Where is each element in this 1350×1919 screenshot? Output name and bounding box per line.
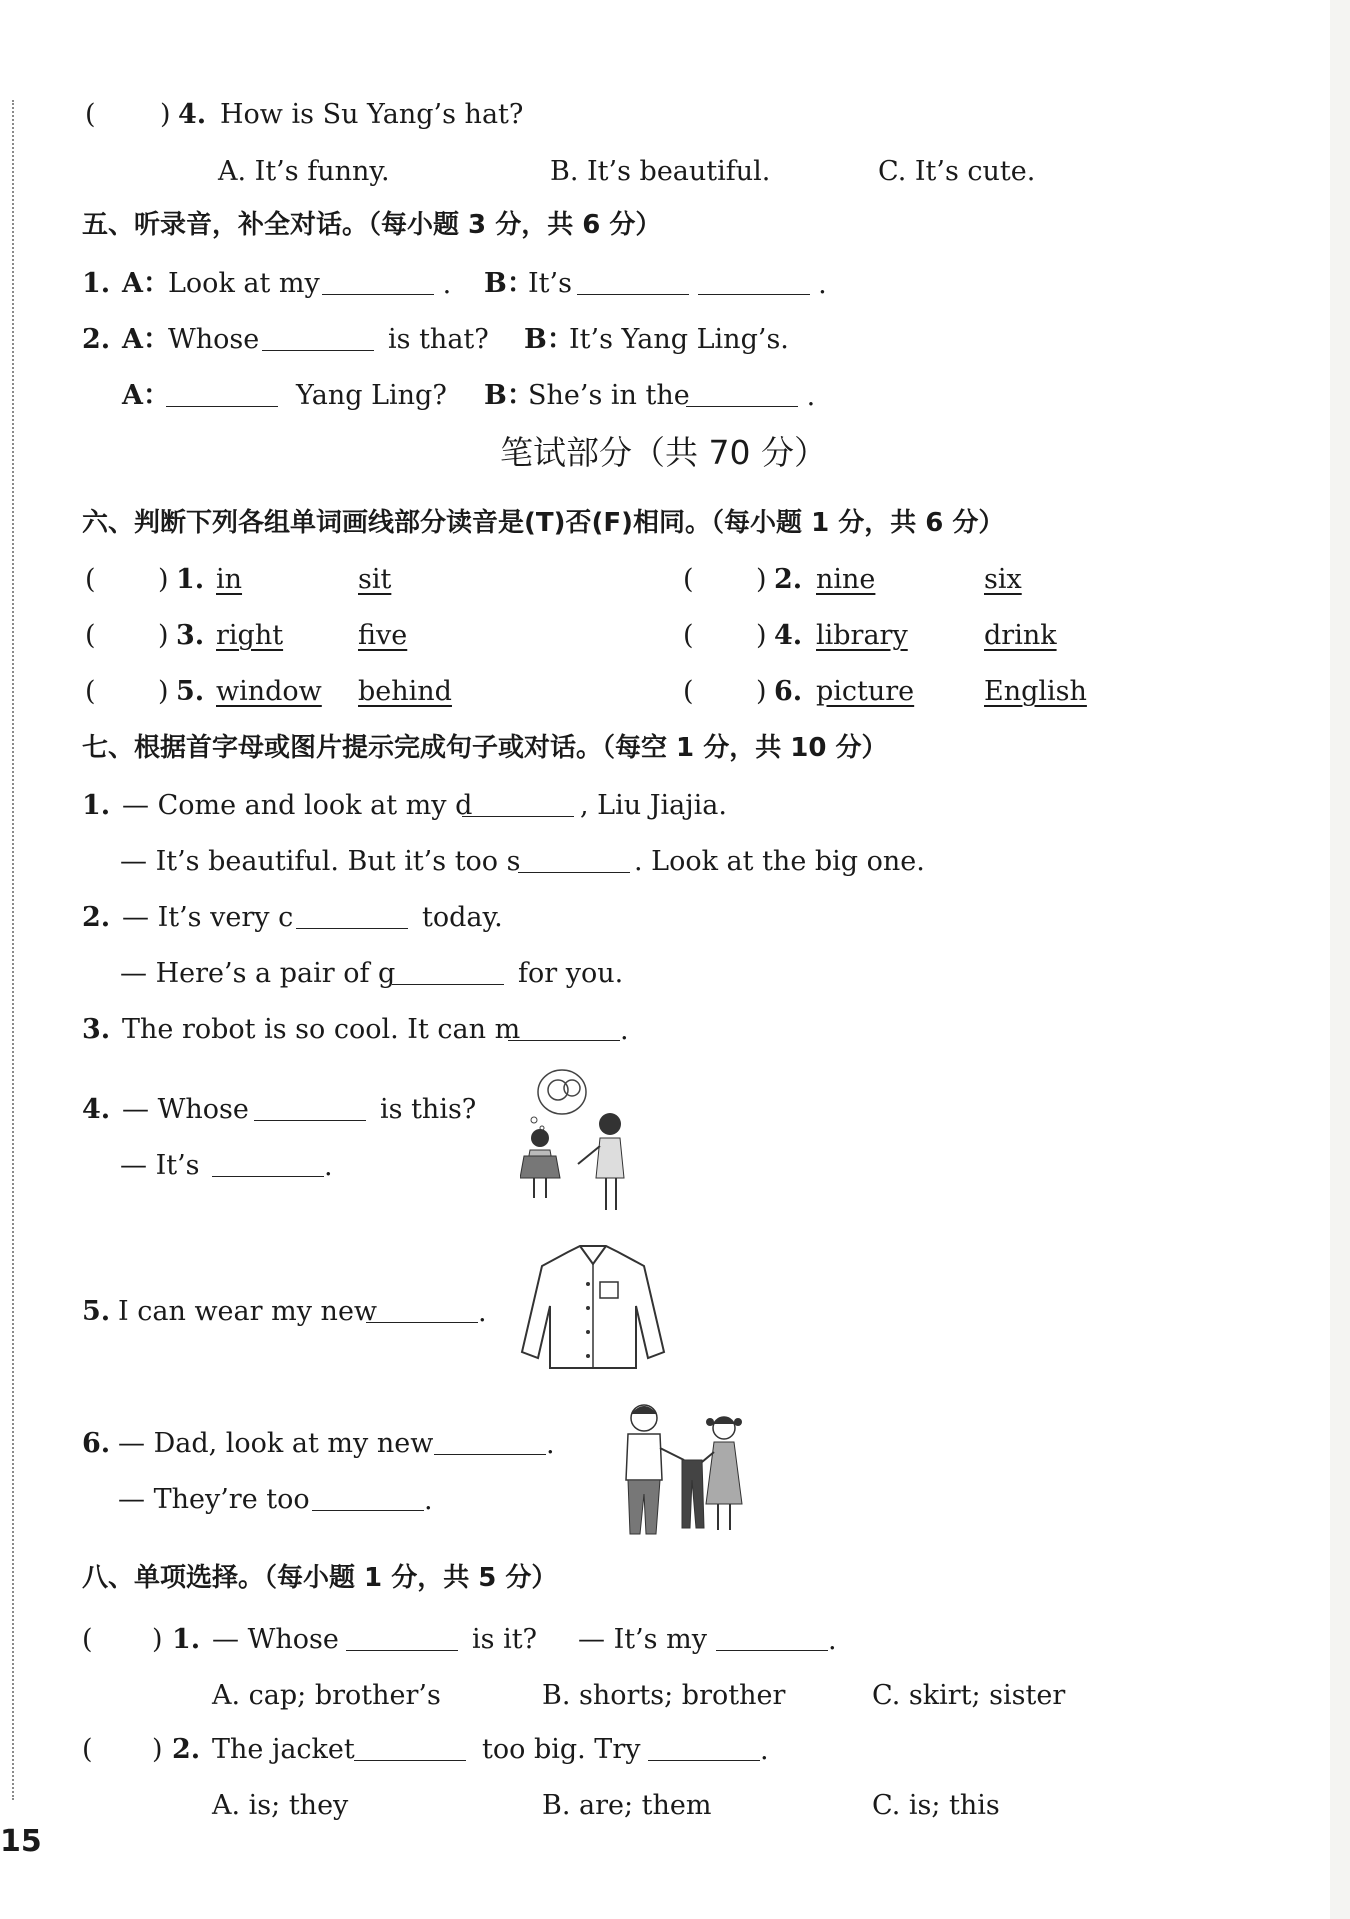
section-7-q1-b: — It’s beautiful. But it’s too s . Look at the big one.: [0, 842, 1300, 882]
option-a: A. It’s funny.: [218, 156, 390, 187]
word: drink: [984, 620, 1057, 651]
word: behind: [358, 676, 452, 707]
word: in: [216, 564, 243, 595]
section-6-row-3: ( ) 5. window behind ( ) 6. picture English: [0, 672, 1300, 712]
word: English: [984, 676, 1087, 707]
option-b: B. shorts; brother: [542, 1680, 786, 1711]
section-6-row-2: ( ) 3. right five ( ) 4. library drink: [0, 616, 1300, 656]
section-5-line-1: 1. A： Look at my . B： It’s .: [0, 264, 1300, 304]
answer-blank[interactable]: [462, 786, 574, 817]
section-7-q4-a: 4. — Whose is this?: [0, 1090, 1300, 1130]
section-8-q1-options: [0, 1676, 1300, 1716]
option-c: C. skirt; sister: [872, 1680, 1066, 1711]
answer-blank[interactable]: [322, 264, 434, 295]
section-7-q3: 3. The robot is so cool. It can m .: [0, 1010, 1300, 1050]
word: five: [358, 620, 408, 651]
father-daughter-trousers-picture: [606, 1398, 756, 1538]
page-number: 15: [0, 1824, 42, 1859]
section-8-q2-options: [0, 1786, 1300, 1826]
answer-blank[interactable]: [254, 1090, 366, 1121]
answer-blank[interactable]: [296, 898, 408, 929]
answer-blank[interactable]: [312, 1480, 424, 1511]
word: library: [816, 620, 908, 651]
answer-blank[interactable]: [518, 842, 630, 873]
section-8-title: 八、单项选择。（每小题 1 分，共 5 分）: [82, 1563, 558, 1593]
section-5-title: 五、听录音，补全对话。（每小题 3 分，共 6 分）: [82, 210, 662, 240]
section-7-q6-a: 6. — Dad, look at my new .: [0, 1424, 1300, 1464]
shirt-picture: [520, 1244, 666, 1372]
question-4-listening: ( ) 4. How is Su Yang’s hat?: [85, 99, 524, 130]
section-7-q4-b: — It’s .: [0, 1146, 1300, 1186]
option-a: A. is; they: [212, 1790, 349, 1821]
section-6-row-1: ( ) 1. in sit ( ) 2. nine six: [0, 560, 1300, 600]
section-8-q2: ( ) 2. The jacket too big. Try .: [0, 1730, 1300, 1770]
option-b: B. are; them: [542, 1790, 712, 1821]
option-a: A. cap; brother’s: [212, 1680, 441, 1711]
section-8-q1: ( ) 1. — Whose is it? — It’s my .: [0, 1620, 1300, 1660]
answer-blank[interactable]: [166, 376, 278, 407]
option-c: C. It’s cute.: [878, 156, 1036, 187]
section-7-title: 七、根据首字母或图片提示完成句子或对话。（每空 1 分，共 10 分）: [82, 733, 888, 763]
answer-blank[interactable]: [686, 376, 798, 407]
answer-blank[interactable]: [366, 1292, 478, 1323]
answer-blank[interactable]: [577, 264, 689, 295]
word: right: [216, 620, 284, 651]
answer-blank[interactable]: [354, 1730, 466, 1761]
word: nine: [816, 564, 876, 595]
answer-blank[interactable]: [648, 1730, 760, 1761]
section-6-title: 六、判断下列各组单词画线部分读音是(T)否(F)相同。（每小题 1 分，共 6 分）: [82, 508, 1005, 538]
section-5-line-3: A： Yang Ling? B： She’s in the .: [0, 376, 1300, 416]
section-7-q1-a: 1. — Come and look at my d , Liu Jiajia.: [0, 786, 1300, 826]
mother-daughter-dress-picture: [520, 1068, 640, 1218]
answer-blank[interactable]: [346, 1620, 458, 1651]
answer-blank[interactable]: [434, 1424, 546, 1455]
question-4-options: [0, 152, 1300, 192]
option-c: C. is; this: [872, 1790, 1000, 1821]
section-7-q6-b: — They’re too .: [0, 1480, 1300, 1520]
answer-blank[interactable]: [508, 1010, 620, 1041]
written-part-title: 笔试部分（共 70 分）: [500, 433, 827, 472]
answer-blank[interactable]: [212, 1146, 324, 1177]
answer-blank[interactable]: [716, 1620, 828, 1651]
section-5-line-2: 2. A： Whose is that? B： It’s Yang Ling’s.: [0, 320, 1300, 360]
word: sit: [358, 564, 392, 595]
section-7-q2-b: — Here’s a pair of g for you.: [0, 954, 1300, 994]
option-b: B. It’s beautiful.: [550, 156, 771, 187]
answer-blank[interactable]: [698, 264, 810, 295]
answer-blank[interactable]: [262, 320, 374, 351]
section-7-q5: 5. I can wear my new .: [0, 1292, 1300, 1332]
word: window: [216, 676, 322, 707]
answer-blank[interactable]: [392, 954, 504, 985]
section-7-q2-a: 2. — It’s very c today.: [0, 898, 1300, 938]
word: picture: [816, 676, 915, 707]
word: six: [984, 564, 1022, 595]
